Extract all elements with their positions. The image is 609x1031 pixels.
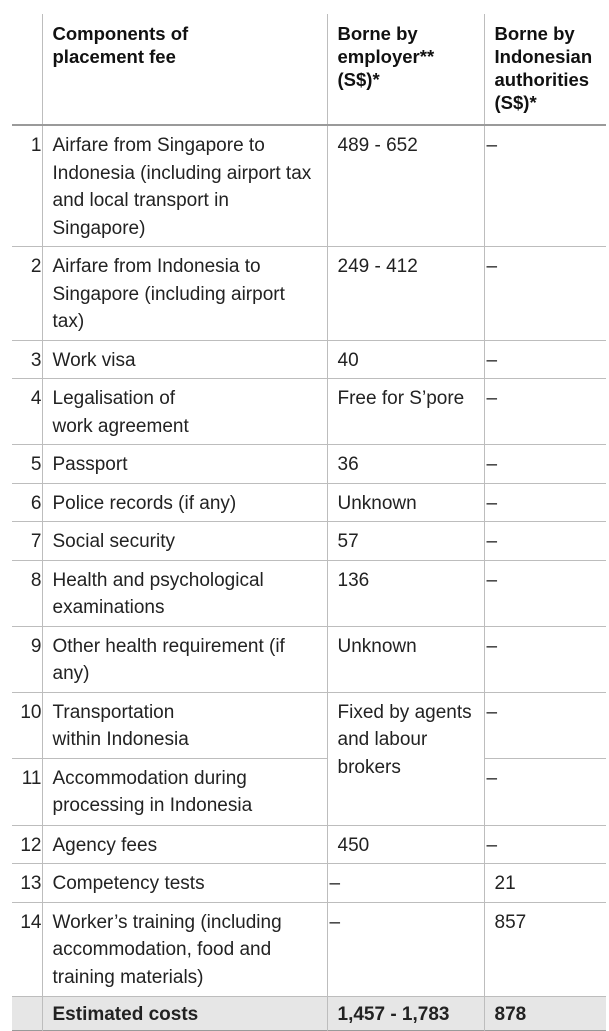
row-employer: – <box>327 902 484 996</box>
row-number: 11 <box>21 767 42 789</box>
row-indonesia: – <box>484 626 606 692</box>
row-employer: 489 - 652 <box>327 125 484 247</box>
row-component: Legalisation of work agreement <box>42 379 327 445</box>
row-indonesia: – <box>484 692 606 758</box>
row-component: Airfare from Indonesia to Singapore (including airport tax) <box>42 247 327 341</box>
table-row <box>12 340 606 379</box>
table-row <box>12 247 606 341</box>
row-employer: Free for S’pore <box>327 379 484 445</box>
table-row <box>12 379 606 445</box>
table-row <box>12 483 606 522</box>
row-component: Competency tests <box>42 864 327 903</box>
row-indonesia: – <box>484 247 606 341</box>
row-indonesia: – <box>484 445 606 484</box>
table-row <box>12 522 606 561</box>
header-row <box>12 14 606 125</box>
total-label: Estimated costs <box>42 996 327 1031</box>
row-employer: 249 - 412 <box>327 247 484 341</box>
table-row <box>12 758 606 825</box>
header-employer-text: Borne by employer** (S$)* <box>337 23 435 90</box>
row-number: 13 <box>20 873 42 894</box>
row-component: Accommodation during processing in Indonesia <box>42 758 327 825</box>
table-row <box>12 560 606 626</box>
row-component: Police records (if any) <box>42 483 327 522</box>
table-row <box>12 626 606 692</box>
row-indonesia: – <box>484 379 606 445</box>
row-number: 12 <box>20 834 42 856</box>
row-employer: – <box>327 864 484 903</box>
header-employer <box>327 14 484 125</box>
row-number: 5 <box>30 454 42 475</box>
row-component: Transportation within Indonesia <box>42 692 327 758</box>
row-component: Work visa <box>42 340 327 379</box>
row-number: 1 <box>30 135 42 156</box>
row-number: 10 <box>20 701 42 723</box>
total-row <box>12 996 606 1031</box>
row-component: Agency fees <box>42 825 327 864</box>
table-row <box>12 902 606 996</box>
table-row <box>12 692 606 758</box>
row-number: 8 <box>30 569 42 591</box>
row-number: 2 <box>30 256 42 277</box>
row-number: 3 <box>30 349 42 371</box>
row-indonesia: – <box>484 522 606 561</box>
row-indonesia: – <box>484 125 606 247</box>
row-employer: 136 <box>327 560 484 626</box>
header-component-text: Components of placement fee <box>52 23 189 67</box>
row-indonesia: – <box>484 825 606 864</box>
row-component: Worker’s training (including accommodation, food and training materials) <box>42 902 327 996</box>
total-indonesia: 878 <box>484 996 606 1031</box>
header-component <box>42 14 327 125</box>
header-indonesia <box>484 14 606 125</box>
row-component: Airfare from Singapore to Indonesia (including airport tax and local transport in Singapore) <box>42 125 327 247</box>
row-indonesia: – <box>484 483 606 522</box>
row-number: 9 <box>30 635 42 657</box>
table-row <box>12 125 606 247</box>
row-indonesia: – <box>484 758 606 825</box>
total-employer: 1,457 - 1,783 <box>327 996 484 1031</box>
row-indonesia: 857 <box>484 902 606 996</box>
row-employer: 450 <box>327 825 484 864</box>
row-component: Passport <box>42 445 327 484</box>
row-component: Health and psychological examinations <box>42 560 327 626</box>
row-employer: Fixed by agents and labour brokers <box>327 692 484 825</box>
header-number <box>12 14 42 125</box>
row-number: 7 <box>30 531 42 552</box>
row-indonesia: – <box>484 340 606 379</box>
row-employer: 36 <box>327 445 484 484</box>
table-row <box>12 825 606 864</box>
row-indonesia: 21 <box>484 864 606 903</box>
header-indonesia-text: Borne by Indonesian authorities (S$)* <box>494 23 593 113</box>
table-row <box>12 864 606 903</box>
row-component: Other health requirement (if any) <box>42 626 327 692</box>
row-employer: 40 <box>327 340 484 379</box>
row-employer: Unknown <box>327 483 484 522</box>
row-employer: 57 <box>327 522 484 561</box>
row-number: 6 <box>30 492 42 514</box>
row-indonesia: – <box>484 560 606 626</box>
total-number <box>12 996 42 1031</box>
row-employer: Unknown <box>327 626 484 692</box>
row-number: 14 <box>20 911 42 933</box>
table-row <box>12 445 606 484</box>
row-number: 4 <box>30 388 42 409</box>
placement-fee-table <box>12 14 606 1031</box>
row-component: Social security <box>42 522 327 561</box>
